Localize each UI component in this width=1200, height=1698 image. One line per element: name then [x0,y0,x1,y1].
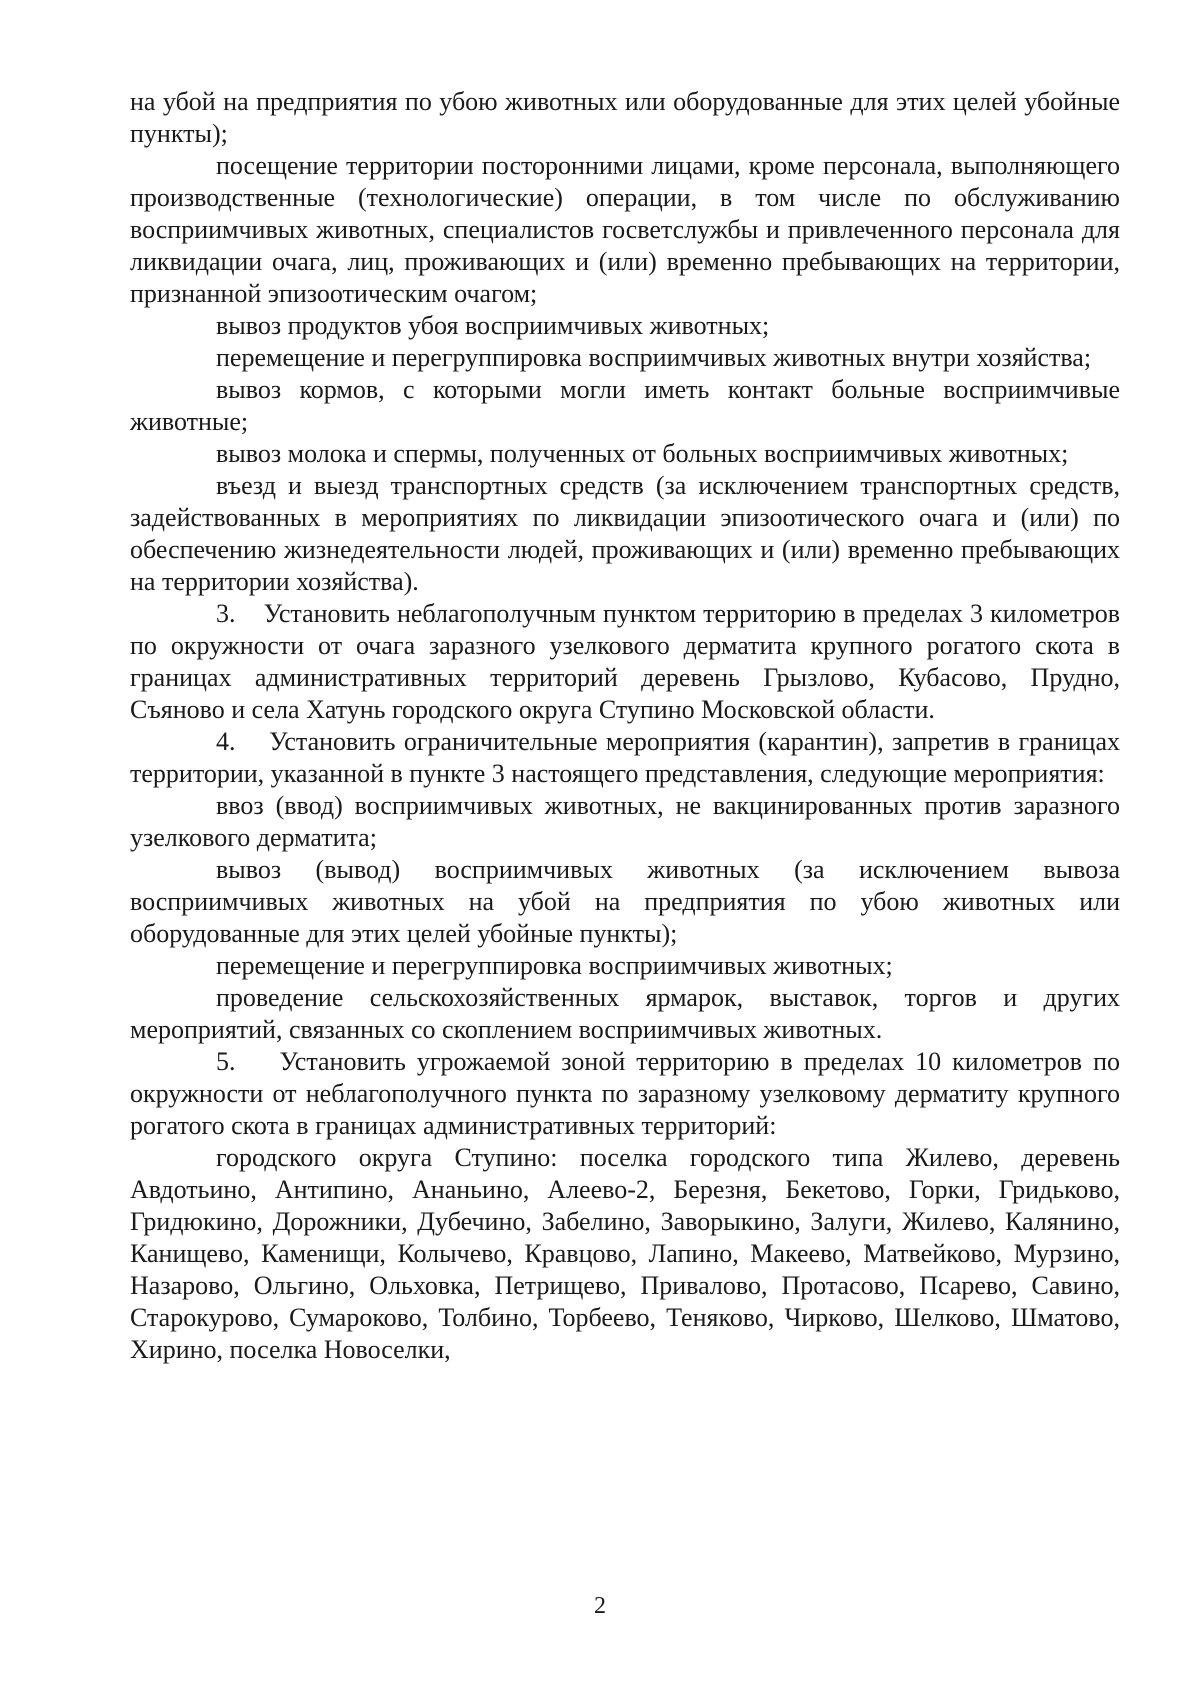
paragraph-item: городского округа Ступино: поселка городского типа Жилево, деревень Авдотьино, Антипино, Ананьино, Алеево-2, Березня, Бекетово, Горки, Гридьково, Гридюкино, Дорожники, Дубечино, Забелино, Заворыкино, Залуги, Жилево, Калянино, Канищево, Каменищи, Колычево, Кравцово, Лапино, Макеево, Матвейково, Мурзино, Назарово, Ольгино, Ольховка, Петрищево, Привалово, Протасово, Псарево, Савино, Старокурово, Сумароково, Толбино, Торбеево, Теняково, Чирково, Шелково, Шматово, Хирино, поселка Новоселки, [130,1143,1120,1364]
paragraph-numbered-5: 5. Установить угрожаемой зоной территорию в пределах 10 километров по окружности от неблагополучного пункта по заразному узелковому дерматиту крупного рогатого скота в границах административных территорий: [130,1047,1120,1140]
paragraph-numbered-3: 3. Установить неблагополучным пунктом территорию в пределах 3 километров по окружности от очага заразного узелкового дерматита крупного рогатого скота в границах административных территорий деревень Грызлово, Кубасово, Прудно, Съяново и села Хатунь городского округа Ступино Московской области. [130,599,1120,724]
paragraph-item: посещение территории посторонними лицами, кроме персонала, выполняющего производственные (технологические) операции, в том числе по обслуживанию восприимчивых животных, специалистов госветслужбы и привлеченного персонала для ликвидации очага, лиц, проживающих и (или) временно пребывающих на территории, признанной эпизоотическим очагом; [130,151,1120,308]
paragraph-continuation: на убой на предприятия по убою животных или оборудованные для этих целей убойные пункты); [130,87,1120,148]
paragraph-item: вывоз продуктов убоя восприимчивых животных; [216,311,770,340]
paragraph-item: перемещение и перегруппировка восприимчивых животных внутри хозяйства; [216,343,1092,372]
paragraph-numbered-4: 4. Установить ограничительные мероприятия (карантин), запретив в границах территории, указанной в пункте 3 настоящего представления, следующие мероприятия: [130,727,1120,788]
paragraph-item: проведение сельскохозяйственных ярмарок, выставок, торгов и других мероприятий, связанных со скоплением восприимчивых животных. [130,983,1120,1044]
paragraph-item: перемещение и перегруппировка восприимчивых животных; [216,951,893,980]
document-page [130,86,1120,1366]
paragraph-item: ввоз (ввод) восприимчивых животных, не вакцинированных против заразного узелкового дерматита; [130,791,1120,852]
paragraph-item: вывоз молока и спермы, полученных от больных восприимчивых животных; [216,439,1069,468]
paragraph-item: вывоз кормов, с которыми могли иметь контакт больные восприимчивые животные; [130,375,1120,436]
paragraph-item: вывоз (вывод) восприимчивых животных (за исключением вывоза восприимчивых животных на убой на предприятия по убою животных или оборудованные для этих целей убойные пункты); [130,855,1120,948]
page-number: 2 [594,1593,606,1619]
paragraph-item: въезд и выезд транспортных средств (за исключением транспортных средств, задействованных в мероприятиях по ликвидации эпизоотического очага и (или) по обеспечению жизнедеятельности людей, проживающих и (или) временно пребывающих на территории хозяйства). [130,471,1120,596]
